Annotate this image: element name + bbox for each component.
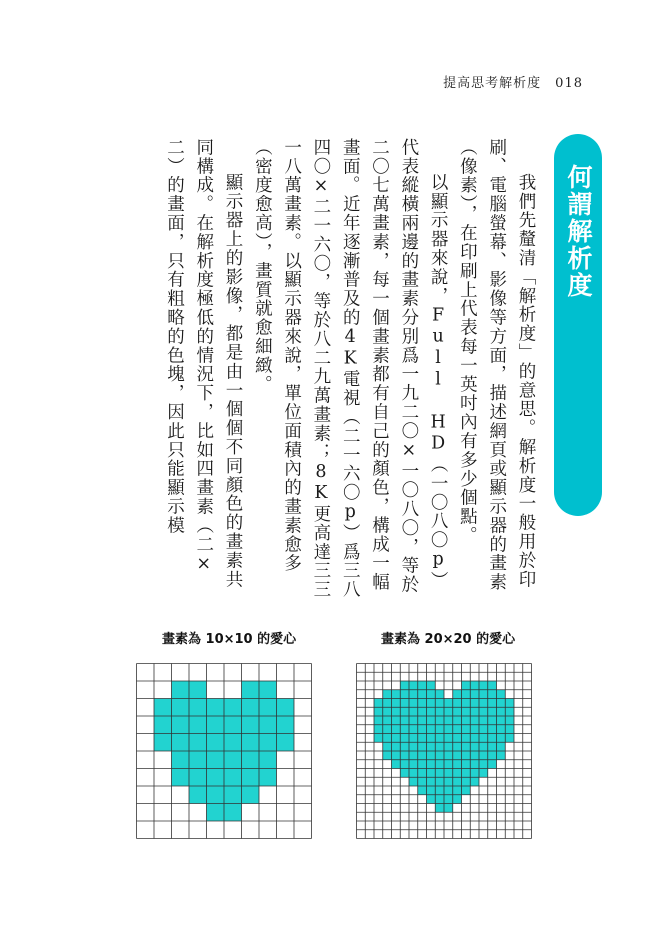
filled-pixel [242,716,260,734]
filled-pixel [392,760,401,769]
filled-pixel [427,725,436,734]
filled-pixel [470,769,479,778]
filled-pixel [427,699,436,708]
filled-pixel [444,716,453,725]
filled-pixel [505,734,514,743]
filled-pixel [400,716,409,725]
filled-pixel [400,751,409,760]
filled-pixel [409,699,418,708]
filled-pixel [374,725,383,734]
filled-pixel [427,734,436,743]
filled-pixel [427,681,436,690]
filled-pixel [479,699,488,708]
filled-pixel [224,786,242,804]
filled-pixel [462,777,471,786]
filled-pixel [479,751,488,760]
filled-pixel [418,681,427,690]
filled-pixel [479,734,488,743]
filled-pixel [462,742,471,751]
paragraph: 顯示器上的影像，都是由一個個不同顏色的畫素共同構成。在解析度極低的情況下，比如四畫素（二×二）的畫面，只有粗略的色塊，因此只能顯示模 [164,138,244,589]
filled-pixel [453,742,462,751]
filled-pixel [172,681,190,699]
filled-pixel [189,786,207,804]
filled-pixel [488,734,497,743]
filled-pixel [470,699,479,708]
filled-pixel [189,769,207,787]
filled-pixel [435,786,444,795]
filled-pixel [427,769,436,778]
filled-pixel [383,716,392,725]
filled-pixel [189,734,207,752]
filled-pixel [374,699,383,708]
filled-pixel [435,760,444,769]
filled-pixel [259,716,277,734]
filled-pixel [172,734,190,752]
filled-pixel [462,751,471,760]
filled-pixel [435,734,444,743]
filled-pixel [418,690,427,699]
filled-pixel [488,690,497,699]
filled-pixel [479,707,488,716]
header-title: 提高思考解析度 [443,76,542,91]
filled-pixel [479,725,488,734]
filled-pixel [374,716,383,725]
filled-pixel [224,734,242,752]
filled-pixel [453,690,462,699]
filled-pixel [470,707,479,716]
filled-pixel [259,681,277,699]
filled-pixel [462,707,471,716]
filled-pixel [427,707,436,716]
filled-pixel [435,690,444,699]
filled-pixel [418,777,427,786]
filled-pixel [435,707,444,716]
filled-pixel [409,690,418,699]
filled-pixel [435,716,444,725]
filled-pixel [207,699,225,717]
section-badge [554,134,602,516]
filled-pixel [392,742,401,751]
filled-pixel [400,742,409,751]
filled-pixel [427,742,436,751]
filled-pixel [400,690,409,699]
filled-pixel [427,795,436,804]
filled-pixel [453,751,462,760]
filled-pixel [453,734,462,743]
filled-pixel [435,769,444,778]
filled-pixel [497,690,506,699]
filled-pixel [224,769,242,787]
filled-pixel [409,760,418,769]
filled-pixel [462,769,471,778]
filled-pixel [462,716,471,725]
filled-pixel [383,742,392,751]
filled-pixel [409,751,418,760]
filled-pixel [418,734,427,743]
pixel-heart-20x20 [356,663,532,839]
filled-pixel [444,751,453,760]
filled-pixel [259,751,277,769]
filled-pixel [505,707,514,716]
filled-pixel [409,725,418,734]
figure-title-10x10: 畫素為 10×10 的愛心 [162,632,297,647]
filled-pixel [224,699,242,717]
filled-pixel [427,760,436,769]
running-header [443,72,583,91]
filled-pixel [453,716,462,725]
filled-pixel [409,707,418,716]
filled-pixel [383,690,392,699]
filled-pixel [470,777,479,786]
filled-pixel [383,734,392,743]
filled-pixel [444,725,453,734]
filled-pixel [462,725,471,734]
filled-pixel [470,725,479,734]
filled-pixel [505,699,514,708]
filled-pixel [444,707,453,716]
filled-pixel [242,751,260,769]
filled-pixel [400,760,409,769]
filled-pixel [497,734,506,743]
filled-pixel [435,804,444,813]
filled-pixel [427,751,436,760]
filled-pixel [224,716,242,734]
filled-pixel [435,751,444,760]
filled-pixel [392,734,401,743]
filled-pixel [453,769,462,778]
filled-pixel [172,769,190,787]
filled-pixel [409,734,418,743]
filled-pixel [470,751,479,760]
filled-pixel [479,760,488,769]
filled-pixel [462,681,471,690]
filled-pixel [453,725,462,734]
filled-pixel [435,795,444,804]
filled-pixel [207,751,225,769]
filled-pixel [418,751,427,760]
filled-pixel [259,769,277,787]
filled-pixel [505,716,514,725]
filled-pixel [488,751,497,760]
filled-pixel [444,786,453,795]
filled-pixel [383,707,392,716]
pixel-heart-10x10 [136,663,312,839]
filled-pixel [418,725,427,734]
filled-pixel [444,777,453,786]
body-text [115,138,540,602]
filled-pixel [418,769,427,778]
filled-pixel [409,769,418,778]
filled-pixel [479,690,488,699]
filled-pixel [189,681,207,699]
filled-pixel [259,699,277,717]
filled-pixel [207,734,225,752]
filled-pixel [154,716,172,734]
filled-pixel [400,734,409,743]
filled-pixel [418,742,427,751]
filled-pixel [224,751,242,769]
filled-pixel [488,725,497,734]
filled-pixel [392,725,401,734]
paragraph: 我們先釐清「解析度」的意思。解析度一般用於印刷、電腦螢幕、影像等方面，描述網頁或顯示器的畫素（像素），在印刷上代表每一英吋內有多少個點。 [457,138,536,592]
filled-pixel [435,777,444,786]
filled-pixel [488,716,497,725]
filled-pixel [418,760,427,769]
filled-pixel [444,795,453,804]
filled-pixel [189,716,207,734]
filled-pixel [470,742,479,751]
filled-pixel [470,760,479,769]
filled-pixel [242,699,260,717]
filled-pixel [479,742,488,751]
filled-pixel [189,751,207,769]
filled-pixel [444,760,453,769]
filled-pixel [207,786,225,804]
filled-pixel [453,786,462,795]
filled-pixel [277,734,295,752]
filled-pixel [505,725,514,734]
filled-pixel [400,681,409,690]
filled-pixel [462,690,471,699]
filled-pixel [392,690,401,699]
filled-pixel [470,690,479,699]
filled-pixel [154,734,172,752]
filled-pixel [479,681,488,690]
filled-pixel [207,716,225,734]
filled-pixel [207,804,225,822]
filled-pixel [392,699,401,708]
filled-pixel [497,707,506,716]
filled-pixel [427,786,436,795]
filled-pixel [444,734,453,743]
filled-pixel [277,699,295,717]
filled-pixel [435,699,444,708]
filled-pixel [462,760,471,769]
filled-pixel [435,742,444,751]
filled-pixel [427,690,436,699]
filled-pixel [242,681,260,699]
filled-pixel [462,786,471,795]
filled-pixel [462,734,471,743]
filled-pixel [462,699,471,708]
filled-pixel [444,804,453,813]
filled-pixel [400,707,409,716]
filled-pixel [418,716,427,725]
filled-pixel [242,769,260,787]
filled-pixel [189,699,207,717]
filled-pixel [224,804,242,822]
filled-pixel [418,699,427,708]
filled-pixel [242,734,260,752]
paragraph: 以顯示器來說，Full HD（一〇八〇p）代表縱橫兩邊的畫素分別爲一九二〇×一〇八〇，等於二〇七萬畫素，每一個畫素都有自己的顏色，構成一幅畫面。近年逐漸普及的4K電視（二一六〇p）爲三八四〇×二一六〇，等於八二九萬畫素；8K更高達三三一八萬畫素。以顯示器來說，單位面積內的畫素愈多（密度愈高），畫質就愈細緻。 [252,138,449,600]
filled-pixel [207,769,225,787]
filled-pixel [470,681,479,690]
filled-pixel [409,777,418,786]
filled-pixel [444,769,453,778]
filled-pixel [453,795,462,804]
filled-pixel [383,751,392,760]
filled-pixel [479,769,488,778]
filled-pixel [383,699,392,708]
filled-pixel [453,760,462,769]
filled-pixel [409,681,418,690]
filled-pixel [497,716,506,725]
filled-pixel [374,707,383,716]
filled-pixel [488,681,497,690]
filled-pixel [242,786,260,804]
filled-pixel [392,716,401,725]
filled-pixel [374,734,383,743]
filled-pixel [400,725,409,734]
filled-pixel [418,707,427,716]
filled-pixel [488,742,497,751]
filled-pixel [383,725,392,734]
filled-pixel [497,699,506,708]
filled-pixel [497,725,506,734]
filled-pixel [479,716,488,725]
filled-pixel [444,742,453,751]
filled-pixel [392,751,401,760]
filled-pixel [488,707,497,716]
filled-pixel [453,777,462,786]
filled-pixel [172,716,190,734]
filled-pixel [277,716,295,734]
page-number: 018 [555,76,583,91]
filled-pixel [400,769,409,778]
filled-pixel [400,699,409,708]
filled-pixel [470,716,479,725]
filled-pixel [392,707,401,716]
figure-title-20x20: 畫素為 20×20 的愛心 [381,632,516,647]
filled-pixel [488,699,497,708]
filled-pixel [427,777,436,786]
filled-pixel [409,716,418,725]
filled-pixel [453,699,462,708]
filled-pixel [497,742,506,751]
filled-pixel [488,760,497,769]
filled-pixel [154,699,172,717]
filled-pixel [444,699,453,708]
filled-pixel [409,742,418,751]
filled-pixel [497,751,506,760]
filled-pixel [172,751,190,769]
filled-pixel [418,786,427,795]
filled-pixel [172,699,190,717]
filled-pixel [435,725,444,734]
filled-pixel [427,716,436,725]
filled-pixel [453,707,462,716]
filled-pixel [470,734,479,743]
section-badge-label: 何謂解析度 [564,164,593,299]
filled-pixel [259,734,277,752]
